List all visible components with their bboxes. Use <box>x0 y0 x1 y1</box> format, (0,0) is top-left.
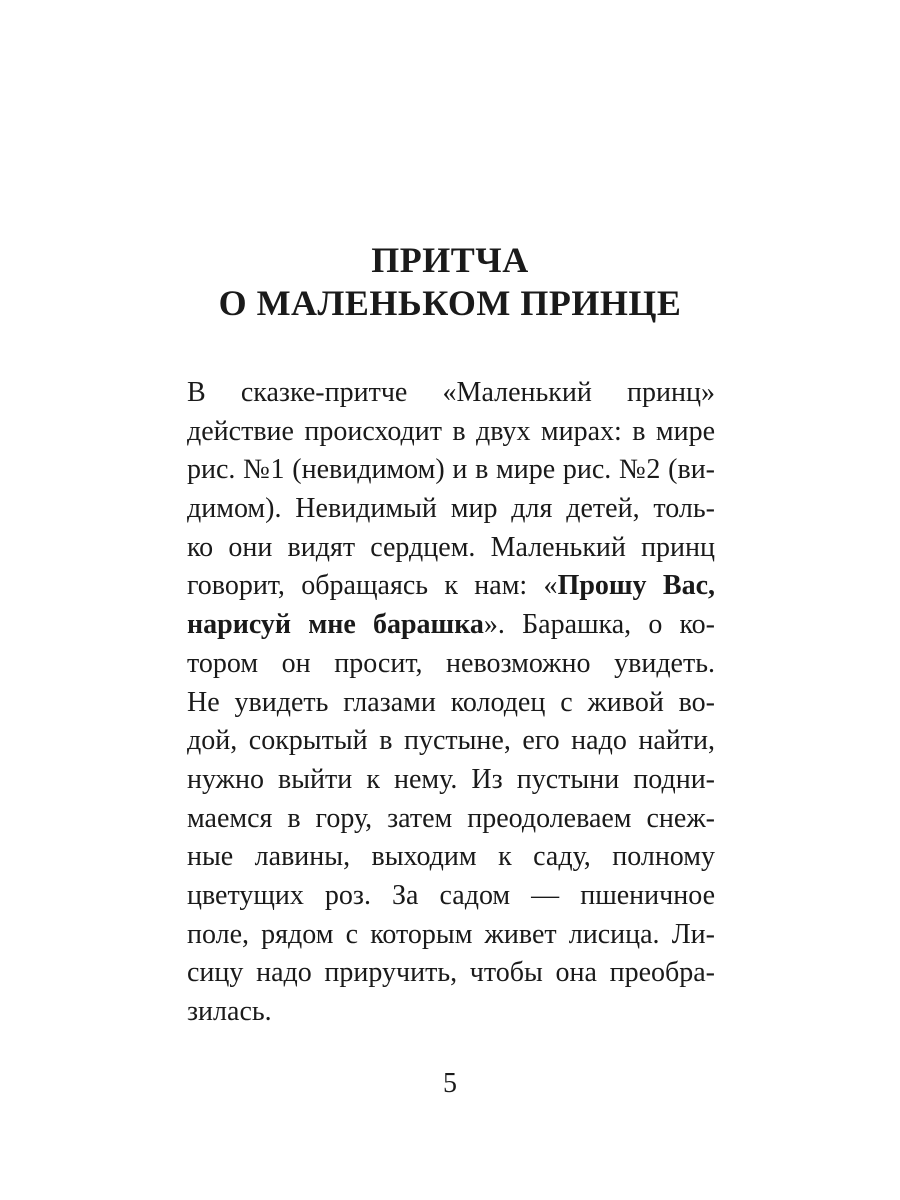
text-line: ные лавины, выходим к саду, полному <box>187 841 715 873</box>
text-line: Не увидеть глазами колодец с живой во- <box>187 686 715 718</box>
text-line: нужно выйти к нему. Из пустыни подни- <box>187 763 715 795</box>
page-number: 5 <box>443 1068 457 1099</box>
text-line <box>187 567 715 606</box>
chapter-title-line-1: ПРИТЧА <box>371 240 529 280</box>
text-line <box>187 606 715 645</box>
text-line: ко они видят сердцем. Маленький принц <box>187 531 715 563</box>
bold-quote-run: нарисуй мне барашка <box>187 609 484 641</box>
bold-quote-run: Прошу Вас, <box>557 570 715 602</box>
text-line: цветущих роз. За садом — пшеничное <box>187 879 715 911</box>
text-line: димом). Невидимый мир для детей, толь- <box>187 493 715 525</box>
text-line: рис. №1 (невидимом) и в мире рис. №2 (ви- <box>187 454 715 486</box>
text-line: дой, сокрытый в пустыне, его надо найти, <box>187 725 715 757</box>
text-run: ». Барашка, о ко- <box>483 609 715 641</box>
chapter-title-line-2: О МАЛЕНЬКОМ ПРИНЦЕ <box>218 283 682 323</box>
text-line: В сказке-притче «Маленький принц» <box>187 377 715 408</box>
text-line: действие происходит в двух мирах: в мире <box>187 415 715 447</box>
body-paragraph <box>187 374 715 1032</box>
text-line: поле, рядом с которым живет лисица. Ли- <box>187 918 715 950</box>
text-line: тором он просит, невозможно увидеть. <box>187 647 715 679</box>
text-line: маемся в гору, затем преодолеваем снеж- <box>187 802 715 834</box>
text-line: сицу надо приручить, чтобы она преобра- <box>187 957 715 989</box>
text-line: зилась. <box>187 996 272 1027</box>
text-run: говорит, обращаясь к нам: « <box>187 570 558 602</box>
